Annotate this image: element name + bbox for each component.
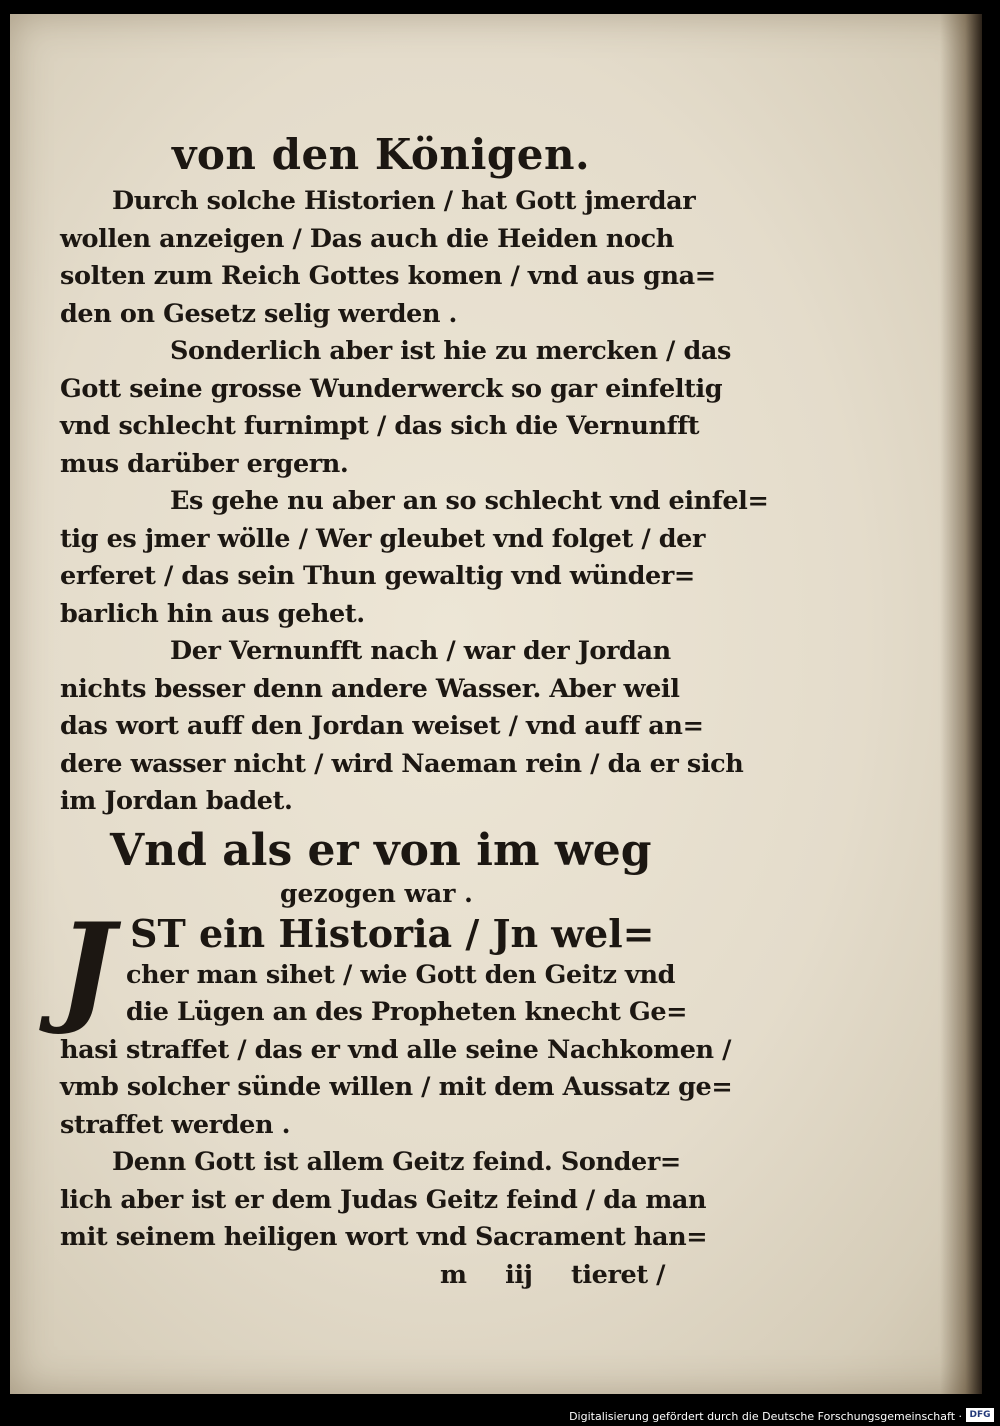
text-line: vmb solcher sünde willen / mit dem Aussatz ge= bbox=[60, 1072, 733, 1102]
text-line: Es gehe nu aber an so schlecht vnd einfel= bbox=[170, 486, 769, 516]
signature-mark: m bbox=[440, 1259, 467, 1290]
text-line: Der Vernunfft nach / war der Jordan bbox=[170, 636, 671, 666]
paragraph-last bbox=[60, 1144, 708, 1294]
page-text bbox=[58, 130, 769, 1294]
text-line: das wort auff den Jordan weiset / vnd auff an= bbox=[60, 711, 704, 741]
section-heading: Vnd als er von im weg bbox=[110, 824, 652, 876]
paragraph-2 bbox=[60, 333, 731, 483]
paragraph-4 bbox=[60, 633, 744, 821]
paragraph-1 bbox=[60, 183, 716, 333]
text-line: mus darüber ergern. bbox=[60, 448, 349, 479]
digitization-credit: Digitalisierung gefördert durch die Deutsche Forschungsgemeinschaft · bbox=[569, 1410, 962, 1423]
text-line: mit seinem heiligen wort vnd Sacrament han= bbox=[60, 1222, 708, 1252]
paragraph-3 bbox=[60, 483, 769, 633]
text-line: lich aber ist er dem Judas Geitz feind / da man bbox=[60, 1184, 707, 1215]
text-line: straffet werden . bbox=[60, 1109, 291, 1140]
text-line: vnd schlecht furnimpt / das sich die Vernunfft bbox=[60, 411, 700, 441]
text-line: wollen anzeigen / Das auch die Heiden noch bbox=[60, 223, 674, 254]
text-line: barlich hin aus gehet. bbox=[60, 598, 365, 629]
text-line: Sonderlich aber ist hie zu mercken / das bbox=[170, 336, 731, 366]
signature-number: iij bbox=[505, 1259, 533, 1290]
text-line: solten zum Reich Gottes komen / vnd aus gna= bbox=[60, 261, 716, 291]
text-line: hasi straffet / das er vnd alle seine Nachkomen / bbox=[60, 1034, 732, 1065]
first-line: ST ein Historia / Jn wel= bbox=[130, 910, 655, 956]
dfg-logo: DFG bbox=[966, 1408, 994, 1422]
text-line: dere wasser nicht / wird Naeman rein / da er sich bbox=[60, 748, 744, 779]
text-line: Denn Gott ist allem Geitz feind. Sonder= bbox=[112, 1147, 681, 1177]
text-line: den on Gesetz selig werden . bbox=[60, 298, 458, 329]
page-gutter bbox=[940, 14, 982, 1394]
section-paragraph bbox=[58, 896, 733, 1145]
section-heading-cont: gezogen war . bbox=[280, 878, 473, 908]
catchword: tieret / bbox=[570, 1259, 666, 1290]
signature-line bbox=[60, 1257, 700, 1295]
running-header: von den Königen. bbox=[172, 130, 591, 179]
text-line: nichts besser denn andere Wasser. Aber weil bbox=[60, 673, 680, 704]
text-line: erferet / das sein Thun gewaltig vnd wünder= bbox=[60, 561, 695, 591]
text-line: die Lügen an des Propheten knecht Ge= bbox=[126, 997, 688, 1027]
text-line: Gott seine grosse Wunderwerck so gar einfeltig bbox=[60, 373, 723, 404]
decorated-initial: J bbox=[58, 896, 115, 1038]
text-line: cher man sihet / wie Gott den Geitz vnd bbox=[126, 959, 676, 990]
text-line: im Jordan badet. bbox=[60, 786, 293, 816]
text-line: tig es jmer wölle / Wer gleubet vnd folget / der bbox=[60, 523, 706, 554]
text-line: Durch solche Historien / hat Gott jmerdar bbox=[112, 186, 696, 216]
